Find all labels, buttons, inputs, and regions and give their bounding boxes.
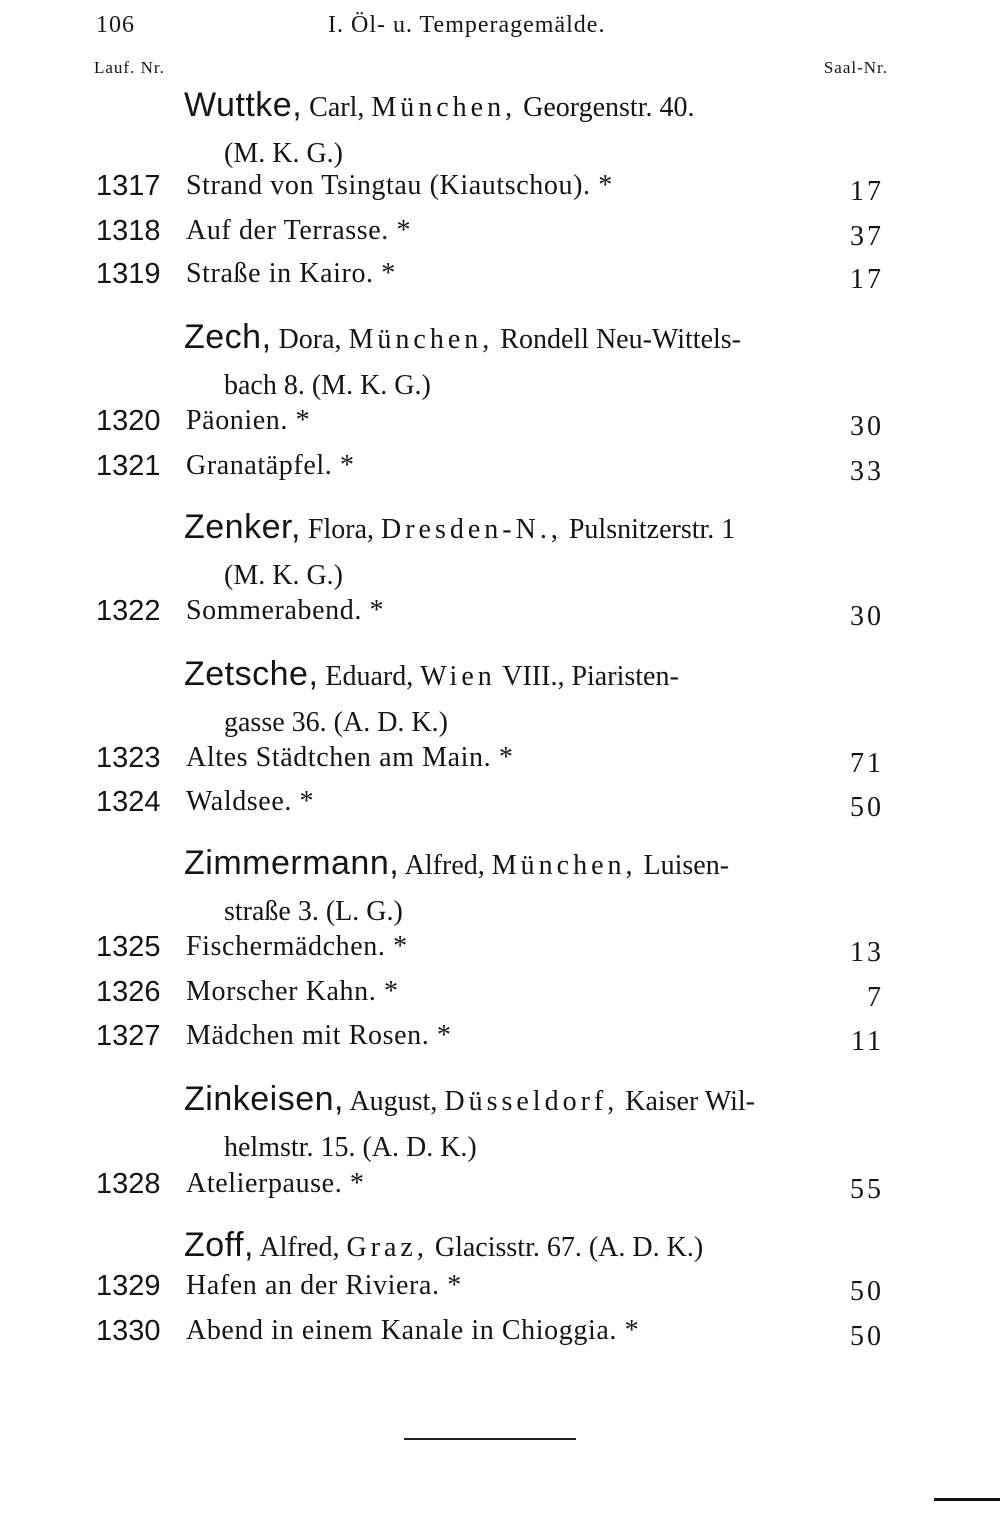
artist-line-2: helmstr. 15. (A. D. K.) (224, 1132, 477, 1163)
catalog-row (96, 595, 892, 639)
saal-nr: 17 (850, 264, 884, 295)
artist-first-name: Carl, (309, 92, 365, 123)
lauf-nr: 1325 (96, 931, 161, 963)
lauf-nr: 1327 (96, 1020, 161, 1052)
lauf-nr: 1318 (96, 215, 161, 247)
catalog-row (96, 1020, 892, 1064)
artist-city: Graz, (346, 1232, 428, 1263)
artist-line-2: (M. K. G.) (224, 560, 343, 591)
artist-name: Zinkeisen, (184, 1080, 344, 1118)
artist-heading (184, 840, 844, 935)
work-title: Fischermädchen. * (186, 931, 408, 962)
artist-first-name: Flora, (307, 514, 374, 545)
lauf-nr: 1317 (96, 170, 161, 202)
work-title: Straße in Kairo. * (186, 258, 396, 289)
lauf-nr: 1330 (96, 1315, 161, 1347)
artist-heading (184, 1222, 864, 1271)
artist-first-name: Alfred, (259, 1232, 340, 1263)
artist-name: Zimmermann, (184, 844, 400, 882)
catalog-row (96, 786, 892, 830)
work-title: Mädchen mit Rosen. * (186, 1020, 452, 1051)
saal-nr: 11 (851, 1026, 884, 1057)
saal-nr: 17 (850, 176, 884, 207)
artist-line-1 (184, 314, 844, 363)
end-rule (404, 1438, 576, 1440)
saal-nr: 50 (850, 1321, 884, 1352)
artist-heading (184, 82, 844, 177)
work-title: Päonien. * (186, 405, 311, 436)
work-title: Auf der Terrasse. * (186, 215, 412, 246)
saal-nr: 30 (850, 411, 884, 442)
artist-first-name: Eduard, (325, 661, 414, 692)
artist-city: Dresden-N., (381, 514, 562, 545)
catalog-row (96, 170, 892, 214)
artist-heading (184, 1076, 844, 1171)
artist-line-1 (184, 1076, 844, 1125)
artist-first-name: Alfred, (404, 850, 485, 881)
saal-nr: 50 (850, 1276, 884, 1307)
column-header-saal-nr: Saal-Nr. (823, 58, 888, 77)
artist-line-2: (M. K. G.) (224, 138, 343, 169)
work-title: Hafen an der Riviera. * (186, 1270, 462, 1301)
catalog-row (96, 258, 892, 302)
artist-city: Düsseldorf, (444, 1086, 619, 1117)
page-edge-mark (934, 1498, 1000, 1501)
artist-city: Wien (420, 661, 496, 692)
artist-line-1 (184, 651, 844, 700)
catalog-row (96, 1315, 892, 1359)
lauf-nr: 1328 (96, 1168, 161, 1200)
artist-address: Rondell Neu-Wittels- (500, 324, 742, 355)
lauf-nr: 1323 (96, 742, 161, 774)
saal-nr: 71 (850, 748, 884, 779)
work-title: Abend in einem Kanale in Chioggia. * (186, 1315, 640, 1346)
artist-address: Georgenstr. 40. (523, 92, 695, 123)
lauf-nr: 1321 (96, 450, 161, 482)
artist-line-1 (184, 504, 844, 553)
work-title: Morscher Kahn. * (186, 976, 399, 1007)
column-headers (94, 58, 888, 82)
artist-address: VIII., Piaristen- (502, 661, 679, 692)
running-head (96, 12, 896, 46)
work-title: Granatäpfel. * (186, 450, 355, 481)
artist-first-name: August, (349, 1086, 438, 1117)
artist-address: Luisen- (643, 850, 730, 881)
artist-line-2: gasse 36. (A. D. K.) (224, 707, 448, 738)
saal-nr: 33 (850, 456, 884, 487)
work-title: Sommerabend. * (186, 595, 385, 626)
work-title: Waldsee. * (186, 786, 315, 817)
catalog-row (96, 742, 892, 786)
work-title: Strand von Tsingtau (Kiautschou). * (186, 170, 613, 201)
artist-line-1 (184, 82, 844, 131)
artist-address: Kaiser Wil- (625, 1086, 755, 1117)
artist-city: München, (348, 324, 494, 355)
artist-name: Zetsche, (184, 655, 319, 693)
lauf-nr: 1319 (96, 258, 161, 290)
artist-line-2: bach 8. (M. K. G.) (224, 370, 431, 401)
artist-city: München, (371, 92, 517, 123)
artist-line-1 (184, 1222, 864, 1271)
artist-city: München, (491, 850, 637, 881)
catalog-row (96, 450, 892, 494)
artist-heading (184, 504, 844, 599)
artist-name: Zoff, (184, 1226, 254, 1264)
catalog-row (96, 405, 892, 449)
saal-nr: 50 (850, 792, 884, 823)
catalog-row (96, 215, 892, 259)
catalog-row (96, 1168, 892, 1212)
artist-heading (184, 651, 844, 746)
lauf-nr: 1322 (96, 595, 161, 627)
saal-nr: 37 (850, 221, 884, 252)
artist-line-1 (184, 840, 844, 889)
lauf-nr: 1324 (96, 786, 161, 818)
work-title: Atelierpause. * (186, 1168, 365, 1199)
lauf-nr: 1329 (96, 1270, 161, 1302)
artist-line-2: straße 3. (L. G.) (224, 896, 403, 927)
lauf-nr: 1326 (96, 976, 161, 1008)
artist-first-name: Dora, (278, 324, 342, 355)
artist-address: Pulsnitzerstr. 1 (568, 514, 736, 545)
artist-name: Wuttke, (184, 86, 303, 124)
column-header-lauf-nr: Lauf. Nr. (94, 58, 165, 77)
catalog-row (96, 1270, 892, 1314)
artist-heading (184, 314, 844, 409)
section-title: I. Öl- u. Temperagemälde. (328, 12, 606, 38)
lauf-nr: 1320 (96, 405, 161, 437)
saal-nr: 55 (850, 1174, 884, 1205)
artist-name: Zenker, (184, 508, 301, 546)
artist-address: Glacisstr. 67. (A. D. K.) (434, 1232, 704, 1263)
saal-nr: 30 (850, 601, 884, 632)
catalog-row (96, 931, 892, 975)
artist-name: Zech, (184, 318, 272, 356)
catalog-row (96, 976, 892, 1020)
saal-nr: 7 (867, 982, 884, 1013)
page-number: 106 (96, 12, 135, 38)
saal-nr: 13 (850, 937, 884, 968)
work-title: Altes Städtchen am Main. * (186, 742, 514, 773)
